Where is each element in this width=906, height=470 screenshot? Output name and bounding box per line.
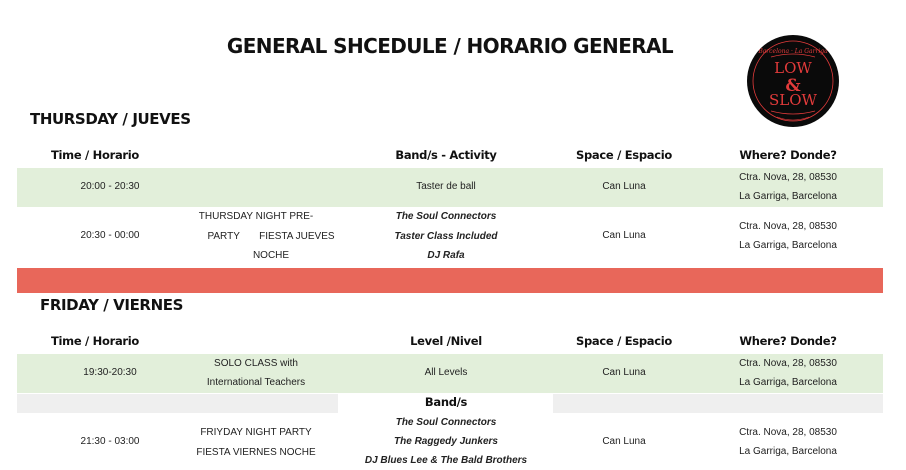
thu-row-2-activity-line1: The Soul Connectors [395,211,497,222]
fri-party-time: 21:30 - 03:00 [80,436,140,447]
fri-header-bands: Band/s [424,395,468,409]
thu-row-1-time: 20:00 - 20:30 [80,181,140,192]
friday-heading: FRIDAY / VIERNES [40,296,183,314]
thu-row-1-where-line1: Ctra. Nova, 28, 08530 [739,172,837,183]
fri-row-1-event-line1: SOLO CLASS with [214,358,298,369]
fri-party-space: Can Luna [602,436,646,447]
fri-party-event-line2: FIESTA VIERNES NOCHE [196,447,316,458]
thu-header-where: Where? Donde? [739,148,837,162]
logo-line2: & [785,76,801,96]
thu-row-2-event-line1: THURSDAY NIGHT PRE- [198,211,314,222]
thu-row-2-where-line2: La Garriga, Barcelona [739,240,837,251]
logo-graphic [747,35,839,127]
day-divider-band [17,268,883,293]
fri-party-where-line2: La Garriga, Barcelona [739,446,837,457]
fri-row-1-time: 19:30-20:30 [83,367,137,378]
fri-party-where-line1: Ctra. Nova, 28, 08530 [739,427,837,438]
thu-row-1-where-line2: La Garriga, Barcelona [739,191,837,202]
thu-row-2-where-line1: Ctra. Nova, 28, 08530 [739,221,837,232]
logo-line1: LOW [774,59,812,77]
fri-party-event-line1: FRIYDAY NIGHT PARTY [200,427,312,438]
fri-header-time: Time / Horario [50,334,140,348]
logo-top-text: Barcelona · La Garriga [758,48,828,55]
fri-party-band-3: DJ Blues Lee & The Bald Brothers [364,455,528,466]
thu-row-2-activity-line3: DJ Rafa [427,250,465,261]
fri-row-1-event-line2: International Teachers [206,377,306,388]
thu-row-2-event-line3: NOCHE [252,250,290,261]
thu-header-time: Time / Horario [50,148,140,162]
fri-row-1-where-line1: Ctra. Nova, 28, 08530 [739,358,837,369]
thu-row-2-time: 20:30 - 00:00 [80,230,140,241]
fri-row-1-level: All Levels [424,367,468,378]
logo-line3: SLOW [769,91,817,109]
thu-row-1-activity: Taster de ball [416,181,476,192]
fri-party-band-2: The Raggedy Junkers [394,436,498,447]
thu-row-2-activity-line2: Taster Class Included [394,231,498,242]
thursday-heading: THURSDAY / JUEVES [30,110,191,128]
fri-party-band-1: The Soul Connectors [395,417,497,428]
fri-row-1-where-line2: La Garriga, Barcelona [739,377,837,388]
thu-row-1-space: Can Luna [602,181,646,192]
low-and-slow-logo [747,35,839,127]
thu-row-2-event-line2: PARTY FIESTA JUEVES [207,231,335,242]
page-title: GENERAL SHCEDULE / HORARIO GENERAL [226,34,674,58]
thu-header-space: Space / Espacio [576,148,672,162]
thu-row-2-space: Can Luna [602,230,646,241]
fri-row-1-space: Can Luna [602,367,646,378]
fri-header-where: Where? Donde? [739,334,837,348]
thu-header-activity: Band/s - Activity [395,148,497,162]
fri-header-level: Level /Nivel [410,334,482,348]
bands-subheader-right [553,394,883,413]
fri-header-space: Space / Espacio [576,334,672,348]
bands-subheader-left [17,394,338,413]
